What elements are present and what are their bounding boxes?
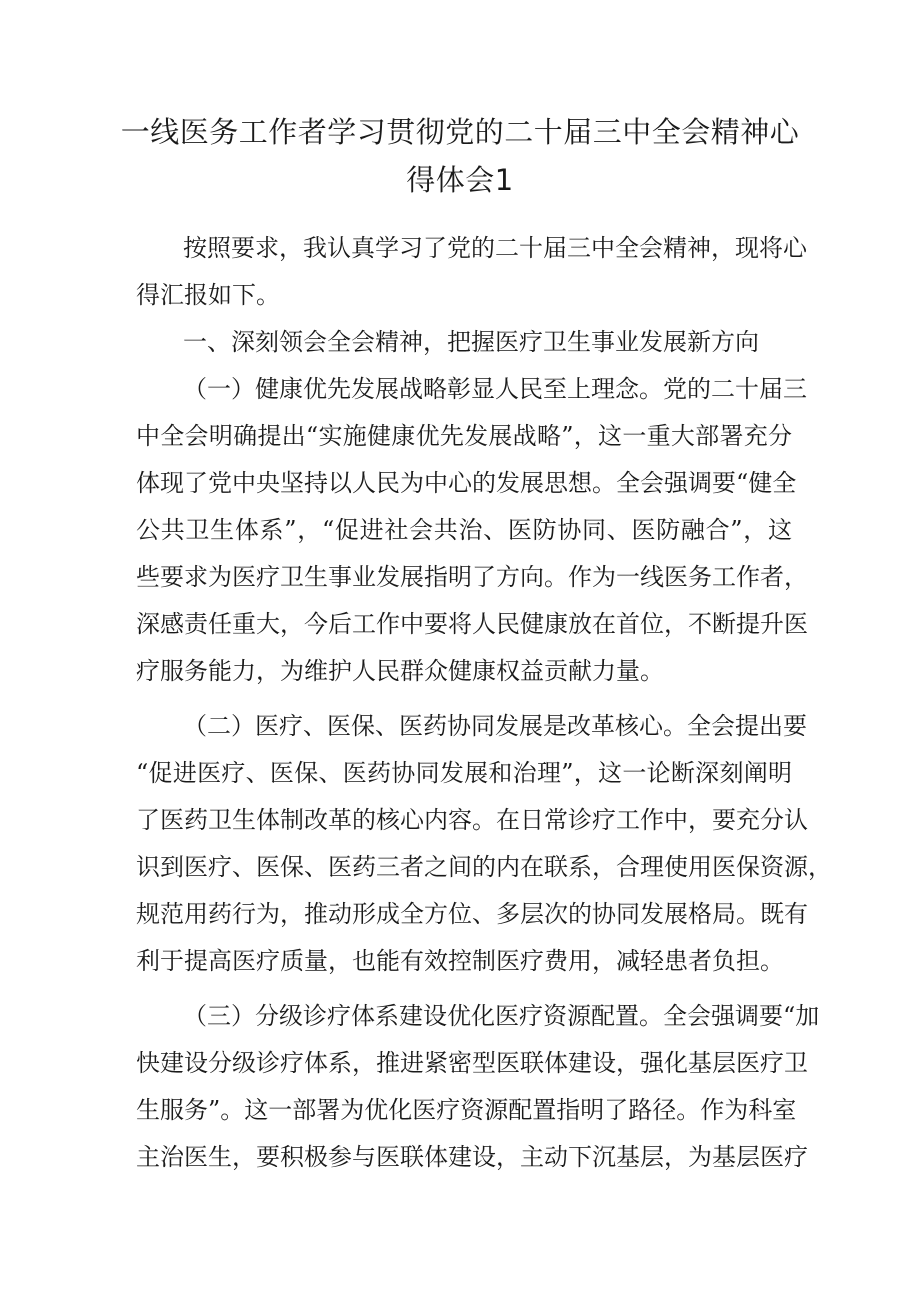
paragraph-line: 快建设分级诊疗体系，推进紧密型医联体建设，强化基层医疗卫: [136, 1049, 808, 1077]
paragraph-line: 利于提高医疗质量，也能有效控制医疗费用，减轻患者负担。: [136, 947, 784, 975]
paragraph-line: 规范用药行为，推动形成全方位、多层次的协同发展格局。既有: [136, 900, 808, 928]
document-title-line-1: 一线医务工作者学习贯彻党的二十届三中全会精神心: [120, 115, 800, 149]
document-title-line-2: 得体会1: [406, 163, 514, 197]
paragraph-line: （三）分级诊疗体系建设优化医疗资源配置。全会强调要“加: [183, 1002, 820, 1030]
paragraph-line: （一）健康优先发展战略彰显人民至上理念。党的二十届三: [183, 375, 807, 403]
paragraph-line: 识到医疗、医保、医药三者之间的内在联系，合理使用医保资源，: [136, 853, 832, 881]
paragraph-line: 了医药卫生体制改革的核心内容。在日常诊疗工作中，要充分认: [136, 806, 808, 834]
paragraph-line: 中全会明确提出“实施健康优先发展战略”，这一重大部署充分: [136, 422, 792, 450]
paragraph-line: 体现了党中央坚持以人民为中心的发展思想。全会强调要“健全: [136, 469, 797, 497]
intro-line: 得汇报如下。: [136, 281, 280, 309]
paragraph-line: （二）医疗、医保、医药协同发展是改革核心。全会提出要: [183, 712, 807, 740]
paragraph-line: “促进医疗、医保、医药协同发展和治理”，这一论断深刻阐明: [136, 759, 792, 787]
section-heading: 一、深刻领会全会精神，把握医疗卫生事业发展新方向: [183, 328, 759, 356]
paragraph-line: 公共卫生体系”，“促进社会共治、医防协同、医防融合”，这: [136, 516, 792, 544]
paragraph-line: 疗服务能力，为维护人民群众健康权益贡献力量。: [136, 657, 664, 685]
intro-line: 按照要求，我认真学习了党的二十届三中全会精神，现将心: [183, 234, 807, 262]
paragraph-line: 主治医生，要积极参与医联体建设，主动下沉基层，为基层医疗: [136, 1143, 808, 1171]
paragraph-line: 些要求为医疗卫生事业发展指明了方向。作为一线医务工作者，: [136, 563, 808, 591]
paragraph-line: 生服务”。这一部署为优化医疗资源配置指明了路径。作为科室: [136, 1096, 797, 1124]
paragraph-line: 深感责任重大，今后工作中要将人民健康放在首位，不断提升医: [136, 610, 808, 638]
